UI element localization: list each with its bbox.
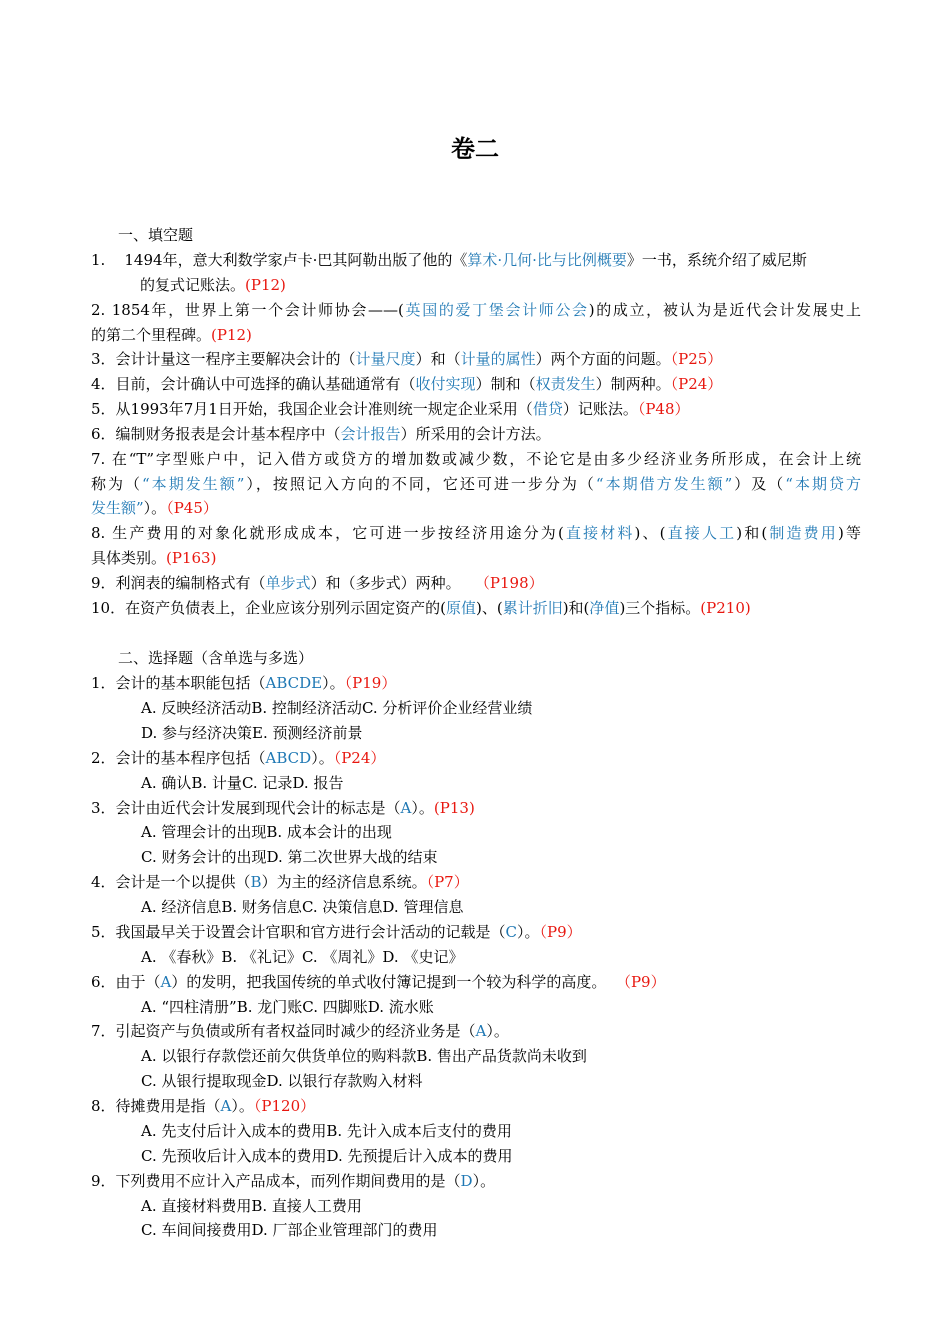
- page-ref: （P45）: [166, 499, 218, 517]
- answer: 算术·几何·比与比例概要: [467, 251, 627, 269]
- choice-q9: 9．下列费用不应计入产品成本，而列作期间费用的是（D）。: [91, 1172, 496, 1190]
- answer: B: [250, 873, 262, 891]
- page-ref: (P163): [166, 549, 217, 567]
- section-heading-fill-in: 一、填空题: [118, 226, 194, 244]
- section-heading-choice: 二、选择题（含单选与多选）: [118, 649, 314, 667]
- choice-q2-options: A. 确认B. 计量C. 记录D. 报告: [141, 774, 344, 792]
- fill-q7-line1: 7. 在“T”字型账户中，记入借方或贷方的增加数或减少数，不论它是由多少经济业务所形成，在会计上统: [91, 450, 861, 468]
- page-ref: （P25）: [670, 350, 723, 368]
- answer: D: [460, 1172, 473, 1190]
- answer: ABCDE: [265, 674, 323, 692]
- answer: 制造费用: [767, 524, 838, 542]
- choice-q9-options-row2: C. 车间间接费用D. 厂部企业管理部门的费用: [141, 1221, 438, 1239]
- answer: 发生额”: [91, 499, 144, 517]
- answer: 直接材料: [563, 524, 635, 542]
- choice-q5: 5．我国最早关于设置会计官职和官方进行会计活动的记载是（C）。（P9）: [91, 923, 582, 941]
- fill-q4: 4．目前，会计确认中可选择的确认基础通常有（收付实现）制和（权责发生）制两种。（P24）: [91, 375, 723, 393]
- answer: “本期贷方: [785, 475, 861, 493]
- page-ref: （P120）: [253, 1097, 316, 1115]
- fill-q9: 9．利润表的编制格式有（单步式）和（多步式）两种。 （P198）: [91, 574, 544, 592]
- answer: 计量的属性: [460, 350, 536, 368]
- fill-q10: 10．在资产负债表上，企业应该分别列示固定资产的(原值)、(累计折旧)和(净值)三个指标。(P210): [91, 599, 751, 617]
- page-ref: （P9）: [615, 973, 666, 991]
- choice-q4-options: A. 经济信息B. 财务信息C. 决策信息D. 管理信息: [141, 898, 464, 916]
- choice-q8-options-row2: C. 先预收后计入成本的费用D. 先预提后计入成本的费用: [141, 1147, 513, 1165]
- answer: 原值: [445, 599, 476, 617]
- answer: ABCD: [265, 749, 312, 767]
- page-ref: （P24）: [333, 749, 386, 767]
- answer: 单步式: [265, 574, 311, 592]
- answer: 权责发生: [535, 375, 596, 393]
- choice-q6-options: A. “四柱清册”B. 龙门账C. 四脚账D. 流水账: [141, 998, 434, 1016]
- fill-q3: 3．会计计量这一程序主要解决会计的（计量尺度）和（计量的属性）两个方面的问题。（P25）: [91, 350, 723, 368]
- fill-q6: 6．编制财务报表是会计基本程序中（会计报告）所采用的会计方法。: [91, 425, 551, 443]
- page-title: 卷二: [451, 135, 499, 163]
- answer: 英国的爱丁堡会计师公会: [403, 301, 589, 319]
- answer: 计量尺度: [355, 350, 416, 368]
- choice-q8-options-row1: A. 先支付后计入成本的费用B. 先计入成本后支付的费用: [141, 1122, 512, 1140]
- fill-q2-line2: 的第二个里程碑。(P12): [91, 326, 252, 344]
- answer: 收付实现: [415, 375, 476, 393]
- fill-q8-line2: 具体类别。(P163): [91, 549, 217, 567]
- choice-q3-options-row2: C. 财务会计的出现D. 第二次世界大战的结束: [141, 848, 438, 866]
- page-ref: （P9）: [539, 923, 582, 941]
- answer: 净值: [589, 599, 620, 617]
- choice-q7: 7．引起资产与负债或所有者权益同时减少的经济业务是（A）。: [91, 1022, 509, 1040]
- choice-q4: 4．会计是一个以提供（B）为主的经济信息系统。（P7）: [91, 873, 469, 891]
- fill-q5: 5．从1993年7月1日开始，我国企业会计准则统一规定企业采用（借贷）记账法。（P48）: [91, 400, 690, 418]
- fill-q7-line2: 称为（“本期发生额”），按照记入方向的不同，它还可进一步分为（“本期借方发生额”）及（“本期贷方: [91, 475, 861, 493]
- answer: C: [505, 923, 518, 941]
- choice-q8: 8．待摊费用是指（A）。（P120）: [91, 1097, 316, 1115]
- page-ref: （P19）: [344, 674, 397, 692]
- fill-q7-line3: 发生额”）。（P45）: [91, 499, 218, 517]
- answer: “本期借方发生额”: [595, 475, 733, 493]
- page-ref: (P13): [433, 799, 475, 817]
- answer: 直接人工: [665, 524, 737, 542]
- choice-q7-options-row1: A. 以银行存款偿还前欠供货单位的购料款B. 售出产品货款尚未收到: [141, 1047, 587, 1065]
- choice-q7-options-row2: C. 从银行提取现金D. 以银行存款购入材料: [141, 1072, 423, 1090]
- answer: A: [475, 1022, 487, 1040]
- page-ref: （P24）: [670, 375, 723, 393]
- page-ref: (P210): [700, 599, 751, 617]
- page-ref: (P12): [245, 276, 286, 294]
- choice-q6: 6．由于（A）的发明，把我国传统的单式收付簿记提到一个较为科学的高度。 （P9）: [91, 973, 666, 991]
- choice-q9-options-row1: A. 直接材料费用B. 直接人工费用: [141, 1197, 362, 1215]
- page-ref: （P7）: [426, 873, 469, 891]
- fill-q1-line1: 1. 1494年，意大利数学家卢卡·巴其阿勒出版了他的《算术·几何·比与比例概要》一书，系统介绍了威尼斯: [91, 251, 807, 269]
- page-ref: （P198）: [474, 574, 544, 592]
- answer: 累计折旧: [502, 599, 563, 617]
- fill-q2-line1: 2. 1854年，世界上第一个会计师协会——(英国的爱丁堡会计师公会)的成立，被认为是近代会计发展史上: [91, 301, 861, 319]
- page-ref: （P48）: [637, 400, 690, 418]
- fill-q8-line1: 8. 生产费用的对象化就形成成本，它可进一步按经济用途分为(直接材料)、(直接人工)和(制造费用)等: [91, 524, 861, 542]
- answer: A: [400, 799, 412, 817]
- answer: 借贷: [532, 400, 563, 418]
- choice-q1: 1．会计的基本职能包括（ABCDE）。（P19）: [91, 674, 397, 692]
- choice-q3-options-row1: A. 管理会计的出现B. 成本会计的出现: [141, 823, 392, 841]
- choice-q1-options-row2: D. 参与经济决策E. 预测经济前景: [141, 724, 363, 742]
- answer: “本期发生额”: [142, 475, 245, 493]
- fill-q1-line2: 的复式记账法。(P12): [140, 276, 286, 294]
- answer: A: [160, 973, 172, 991]
- page-ref: (P12): [211, 326, 252, 344]
- choice-q5-options: A. 《春秋》B. 《礼记》C. 《周礼》D. 《史记》: [141, 948, 464, 966]
- choice-q3: 3．会计由近代会计发展到现代会计的标志是（A）。(P13): [91, 799, 475, 817]
- answer: A: [220, 1097, 232, 1115]
- choice-q2: 2．会计的基本程序包括（ABCD）。（P24）: [91, 749, 386, 767]
- answer: 会计报告: [340, 425, 401, 443]
- choice-q1-options-row1: A. 反映经济活动B. 控制经济活动C. 分析评价企业经营业绩: [141, 699, 533, 717]
